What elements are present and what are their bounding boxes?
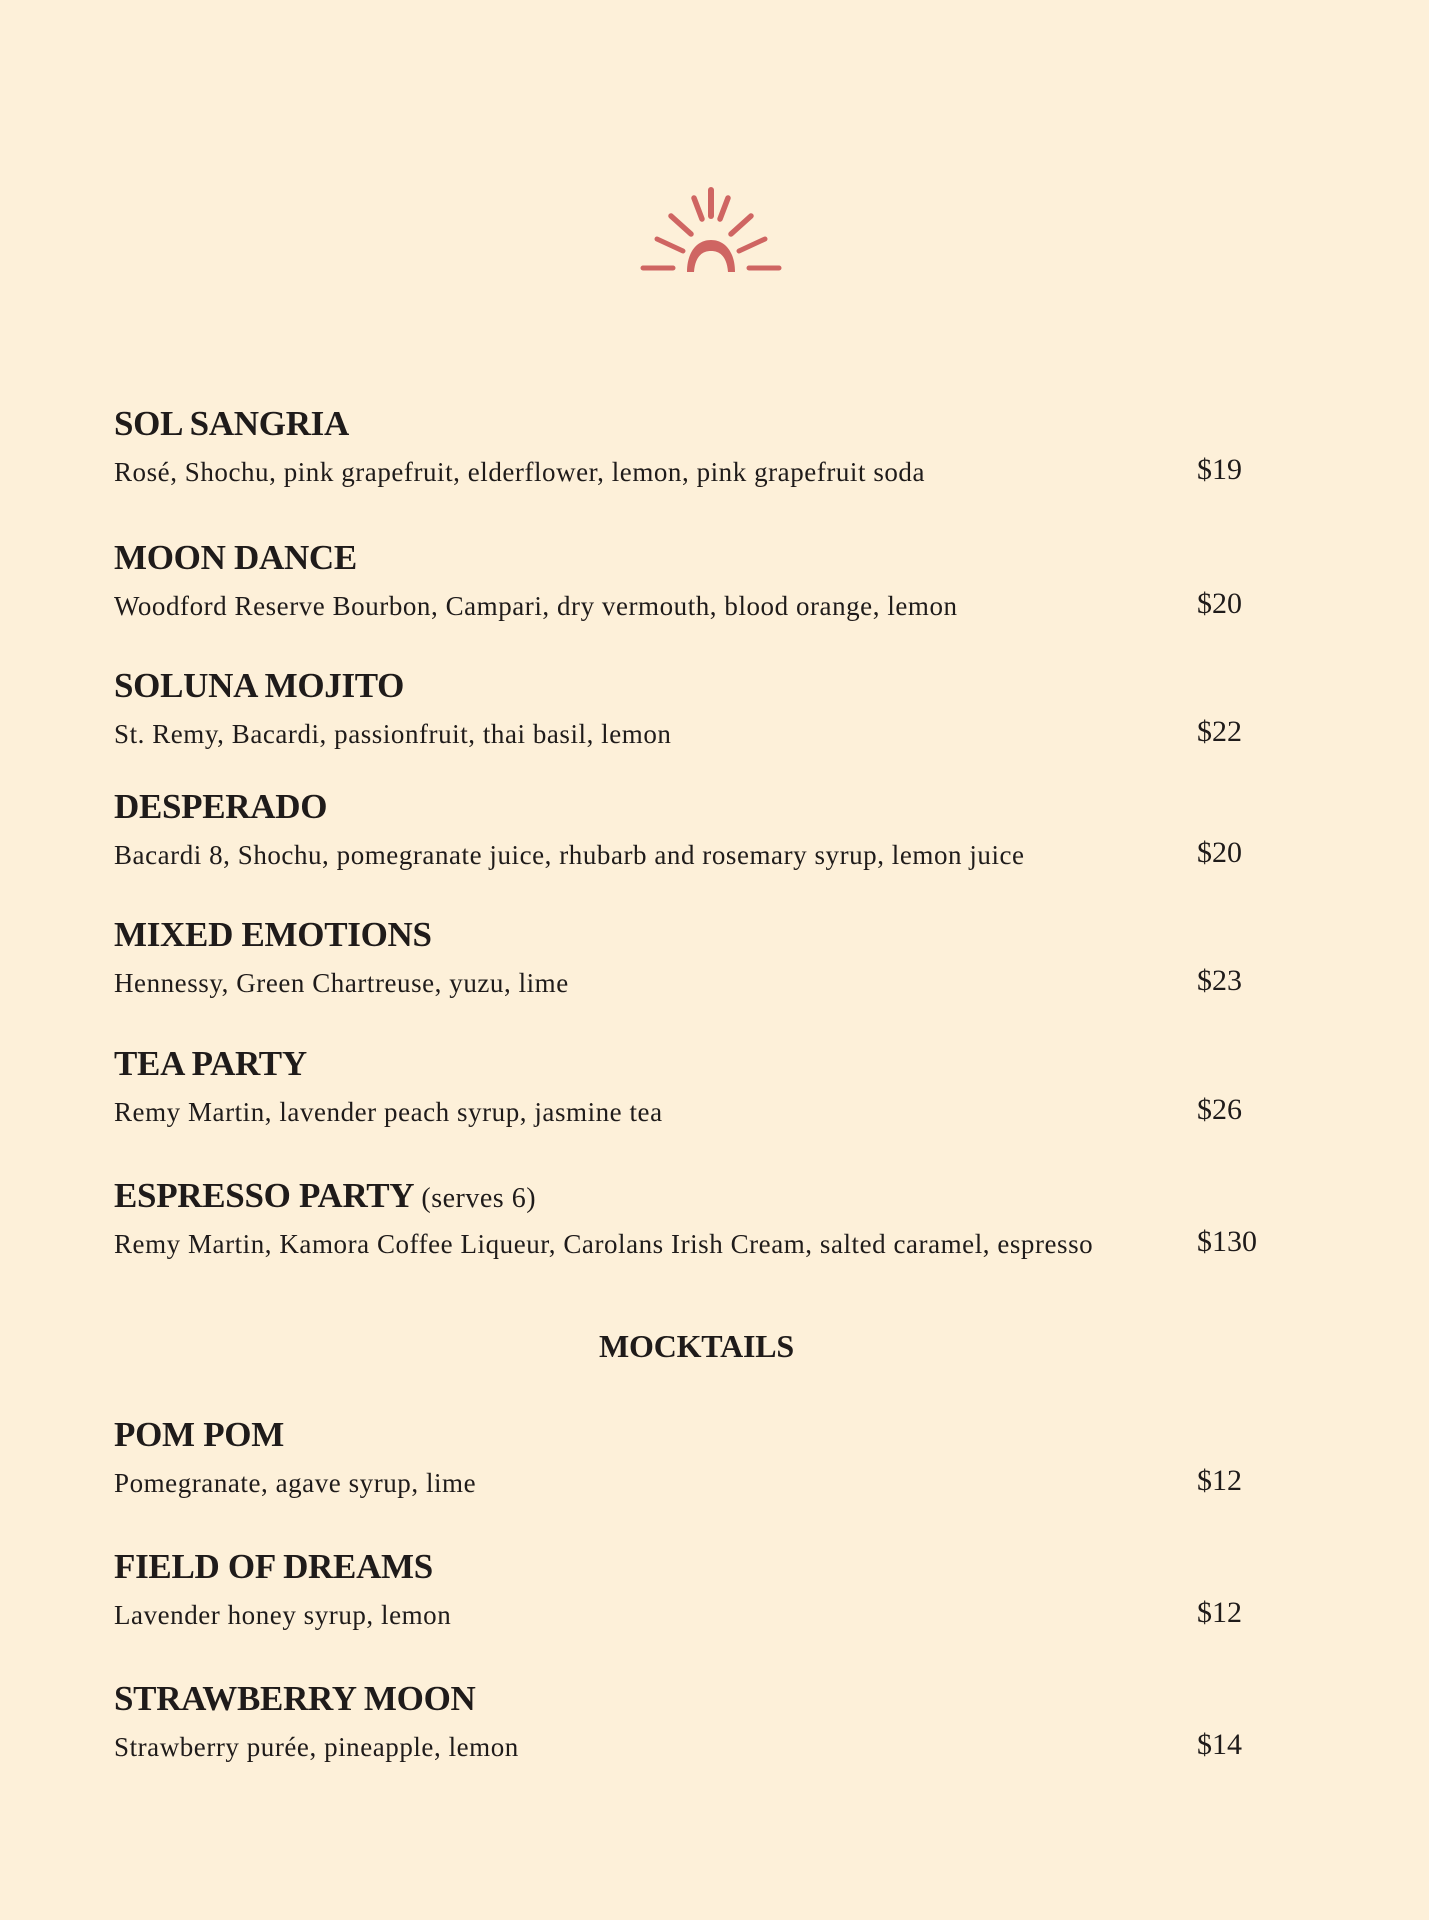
item-name: DESPERADO bbox=[114, 787, 328, 826]
item-price: $22 bbox=[1197, 715, 1242, 748]
item-name: MIXED EMOTIONS bbox=[114, 915, 432, 954]
menu-item bbox=[114, 1415, 1314, 1515]
item-description: Remy Martin, lavender peach syrup, jasmine tea bbox=[114, 1097, 663, 1127]
menu-item bbox=[114, 1547, 1314, 1647]
item-price: $19 bbox=[1197, 453, 1242, 486]
item-description: Strawberry purée, pineapple, lemon bbox=[114, 1732, 519, 1762]
item-description: Rosé, Shochu, pink grapefruit, elderflower, lemon, pink grapefruit soda bbox=[114, 457, 926, 487]
item-name: STRAWBERRY MOON bbox=[114, 1679, 476, 1718]
menu-item bbox=[114, 1679, 1314, 1779]
item-price: $130 bbox=[1197, 1225, 1257, 1258]
item-name: ESPRESSO PARTY bbox=[114, 1176, 413, 1215]
item-description: Lavender honey syrup, lemon bbox=[114, 1600, 452, 1630]
menu-item bbox=[114, 1176, 1314, 1276]
menu-item bbox=[114, 666, 1314, 766]
item-name: POM POM bbox=[114, 1415, 284, 1454]
item-name: MOON DANCE bbox=[114, 538, 357, 577]
menu-item bbox=[114, 404, 1314, 504]
item-serving-note: (serves 6) bbox=[421, 1183, 537, 1214]
item-description: Pomegranate, agave syrup, lime bbox=[114, 1468, 477, 1498]
item-price: $14 bbox=[1197, 1728, 1242, 1761]
item-name: TEA PARTY bbox=[114, 1044, 307, 1083]
item-description: St. Remy, Bacardi, passionfruit, thai basil, lemon bbox=[114, 719, 672, 749]
item-name: SOLUNA MOJITO bbox=[114, 666, 405, 705]
item-description: Woodford Reserve Bourbon, Campari, dry vermouth, blood orange, lemon bbox=[114, 591, 958, 621]
item-description: Remy Martin, Kamora Coffee Liqueur, Carolans Irish Cream, salted caramel, espresso bbox=[114, 1229, 1094, 1259]
section-title-mocktails: MOCKTAILS bbox=[599, 1328, 794, 1364]
item-price: $26 bbox=[1197, 1093, 1242, 1126]
item-name: FIELD OF DREAMS bbox=[114, 1547, 433, 1586]
menu-item bbox=[114, 915, 1314, 1015]
item-name: SOL SANGRIA bbox=[114, 404, 349, 443]
sun-rising-icon bbox=[631, 182, 791, 282]
item-description: Hennessy, Green Chartreuse, yuzu, lime bbox=[114, 968, 569, 998]
menu-item bbox=[114, 1044, 1314, 1144]
menu-item bbox=[114, 787, 1314, 887]
item-price: $20 bbox=[1197, 587, 1242, 620]
item-price: $20 bbox=[1197, 836, 1242, 869]
item-price: $12 bbox=[1197, 1596, 1242, 1629]
item-description: Bacardi 8, Shochu, pomegranate juice, rhubarb and rosemary syrup, lemon juice bbox=[114, 840, 1025, 870]
item-name-row bbox=[114, 1176, 536, 1219]
menu-item bbox=[114, 538, 1314, 638]
item-price: $12 bbox=[1197, 1464, 1242, 1497]
item-price: $23 bbox=[1197, 964, 1242, 997]
